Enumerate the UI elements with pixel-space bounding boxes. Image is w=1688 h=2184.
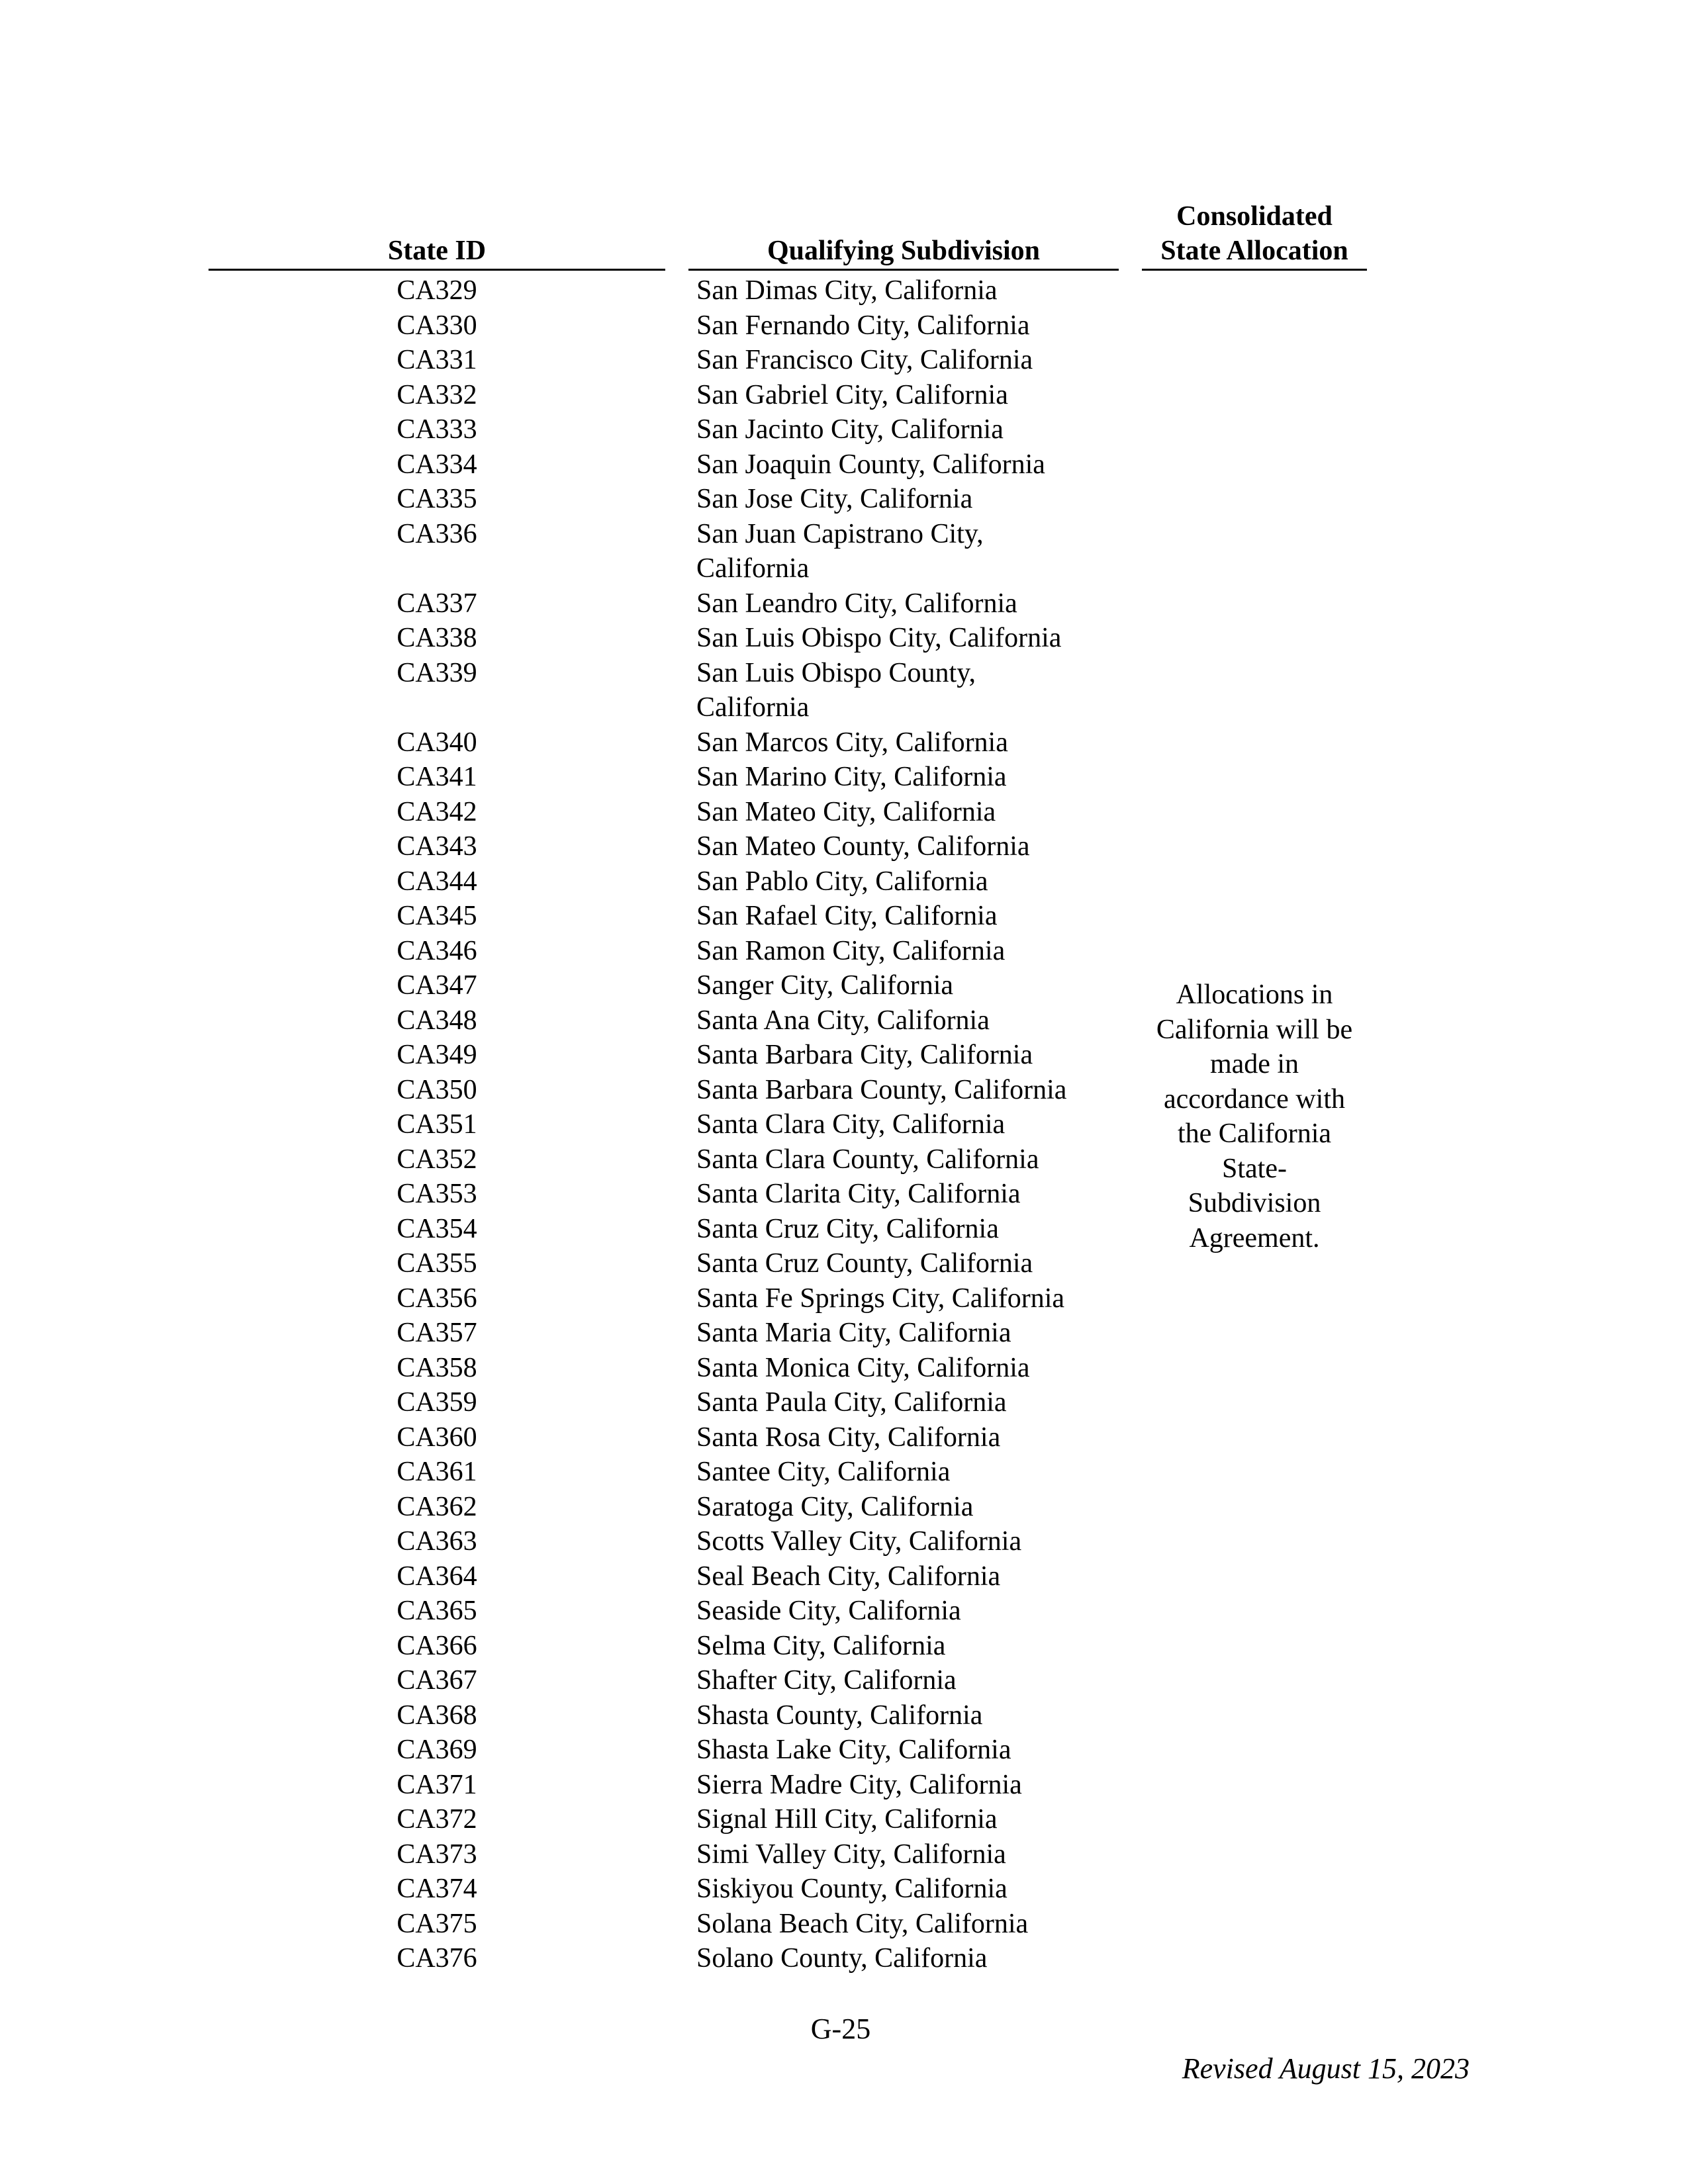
- allocation-note-line: California will be: [1156, 1014, 1353, 1045]
- subdivision-cell: [696, 621, 1120, 656]
- subdivision-line: California: [696, 692, 810, 723]
- subdivision-cell: [696, 273, 1120, 308]
- subdivision-line: Siskiyou County, California: [696, 1874, 1008, 1904]
- table-row: [0, 273, 1139, 308]
- state-id-cell: CA353: [397, 1179, 477, 1209]
- subdivision-cell: [696, 1802, 1120, 1837]
- header-consolidated-line1: Consolidated: [1176, 201, 1333, 232]
- table-row: [0, 517, 1139, 586]
- state-id-cell: CA368: [397, 1700, 477, 1731]
- subdivision-cell: [696, 1663, 1120, 1698]
- subdivision-cell: [696, 829, 1120, 864]
- subdivision-line: San Ramon City, California: [696, 935, 1006, 966]
- subdivision-line: Shasta Lake City, California: [696, 1735, 1011, 1765]
- subdivision-cell: [696, 1455, 1120, 1490]
- subdivision-line: Santa Clara County, California: [696, 1144, 1039, 1175]
- subdivision-line: Solana Beach City, California: [696, 1908, 1029, 1939]
- state-id-cell: CA337: [397, 588, 477, 619]
- state-id-cell: CA334: [397, 449, 477, 480]
- table-row: [0, 1246, 1139, 1281]
- state-id-cell: CA363: [397, 1526, 477, 1557]
- state-id-cell: CA341: [397, 762, 477, 792]
- allocation-note: [1142, 978, 1367, 1255]
- subdivision-line: San Marino City, California: [696, 762, 1007, 792]
- table-row: [0, 760, 1139, 795]
- state-id-cell: CA345: [397, 901, 477, 931]
- subdivision-line: Santa Fe Springs City, California: [696, 1283, 1065, 1314]
- state-id-cell: CA332: [397, 379, 477, 410]
- subdivision-line: San Mateo City, California: [696, 796, 996, 827]
- subdivision-line: Santa Barbara City, California: [696, 1040, 1033, 1070]
- subdivision-cell: [696, 1490, 1120, 1525]
- subdivision-line: Seal Beach City, California: [696, 1561, 1001, 1592]
- subdivision-line: San Luis Obispo County,: [696, 657, 976, 688]
- state-id-cell: CA358: [397, 1352, 477, 1383]
- subdivision-cell: [696, 517, 1120, 586]
- subdivision-cell: [696, 447, 1120, 482]
- allocation-note-line: made in: [1209, 1049, 1299, 1079]
- page-number: G-25: [810, 2013, 871, 2045]
- subdivision-cell: [696, 934, 1120, 969]
- subdivision-cell: [696, 1281, 1120, 1316]
- subdivision-cell: [696, 1524, 1120, 1559]
- table-row: [0, 1281, 1139, 1316]
- state-id-cell: CA336: [397, 518, 477, 549]
- allocation-note-line: the California: [1177, 1118, 1332, 1149]
- table-row: [0, 1316, 1139, 1351]
- table-row: [0, 1003, 1139, 1038]
- table-row: [0, 1907, 1139, 1942]
- state-id-cell: CA359: [397, 1387, 477, 1418]
- table-row: [0, 1733, 1139, 1768]
- subdivision-line: San Rafael City, California: [696, 901, 998, 931]
- table-row: [0, 1698, 1139, 1733]
- table-row: [0, 1594, 1139, 1629]
- subdivision-line: Santa Maria City, California: [696, 1318, 1011, 1348]
- subdivision-cell: [696, 1212, 1120, 1247]
- table-row: [0, 864, 1139, 899]
- table-row: [0, 829, 1139, 864]
- header-rule-state-id: [209, 269, 665, 271]
- table-row: [0, 934, 1139, 969]
- table-row: [0, 1038, 1139, 1073]
- state-id-cell: CA374: [397, 1874, 477, 1904]
- table-row: [0, 378, 1139, 413]
- subdivision-cell: [696, 1629, 1120, 1664]
- table-row: [0, 482, 1139, 517]
- subdivision-cell: [696, 1246, 1120, 1281]
- state-id-cell: CA354: [397, 1213, 477, 1244]
- subdivision-cell: [696, 586, 1120, 621]
- subdivision-cell: [696, 1073, 1120, 1108]
- subdivision-line: Solano County, California: [696, 1943, 988, 1974]
- allocation-note-line: accordance with: [1163, 1083, 1345, 1115]
- table-row: [0, 343, 1139, 378]
- table-row: [0, 1420, 1139, 1455]
- subdivision-line: San Marcos City, California: [696, 727, 1008, 758]
- table-row: [0, 1941, 1139, 1976]
- state-id-cell: CA376: [397, 1943, 477, 1974]
- state-id-cell: CA342: [397, 796, 477, 827]
- subdivision-cell: [696, 1941, 1120, 1976]
- subdivision-line: Santa Cruz County, California: [696, 1248, 1033, 1279]
- table-row: [0, 1490, 1139, 1525]
- header-consolidated-line2: State Allocation: [1160, 236, 1348, 266]
- subdivision-line: San Luis Obispo City, California: [696, 623, 1062, 653]
- state-id-cell: CA367: [397, 1665, 477, 1696]
- subdivision-line: San Dimas City, California: [696, 275, 998, 306]
- state-id-cell: CA329: [397, 275, 477, 306]
- subdivision-cell: [696, 1837, 1120, 1872]
- table-row: [0, 1385, 1139, 1420]
- state-id-cell: CA371: [397, 1769, 477, 1800]
- subdivision-cell: [696, 308, 1120, 343]
- subdivision-cell: [696, 725, 1120, 760]
- subdivision-line: Santa Rosa City, California: [696, 1422, 1001, 1453]
- table-row: [0, 795, 1139, 830]
- subdivision-cell: [696, 1768, 1120, 1803]
- subdivision-cell: [696, 1351, 1120, 1386]
- subdivision-line: Santee City, California: [696, 1457, 951, 1487]
- subdivision-cell: [696, 1003, 1120, 1038]
- subdivision-cell: [696, 1385, 1120, 1420]
- subdivision-cell: [696, 1177, 1120, 1212]
- allocation-note-line: Subdivision: [1188, 1188, 1321, 1218]
- subdivision-cell: [696, 899, 1120, 934]
- subdivision-cell: [696, 795, 1120, 830]
- state-id-cell: CA330: [397, 310, 477, 341]
- state-id-cell: CA365: [397, 1596, 477, 1626]
- subdivision-line: San Leandro City, California: [696, 588, 1017, 619]
- table-row: [0, 1524, 1139, 1559]
- revised-date: Revised August 15, 2023: [1182, 2052, 1470, 2085]
- subdivision-line: California: [696, 553, 810, 584]
- table-row: [0, 1177, 1139, 1212]
- state-id-cell: CA366: [397, 1630, 477, 1661]
- table-row: [0, 447, 1139, 482]
- table-row: [0, 1107, 1139, 1142]
- subdivision-line: Shasta County, California: [696, 1700, 983, 1731]
- subdivision-line: San Gabriel City, California: [696, 379, 1008, 410]
- subdivision-line: Santa Cruz City, California: [696, 1213, 999, 1244]
- subdivision-cell: [696, 1420, 1120, 1455]
- state-id-cell: CA338: [397, 623, 477, 653]
- table-row: [0, 308, 1139, 343]
- subdivision-line: Santa Ana City, California: [696, 1005, 990, 1036]
- subdivision-cell: [696, 1907, 1120, 1942]
- table-row: [0, 968, 1139, 1003]
- subdivision-line: Shafter City, California: [696, 1665, 957, 1696]
- subdivision-line: Santa Clara City, California: [696, 1109, 1006, 1140]
- subdivision-cell: [696, 1698, 1120, 1733]
- state-id-cell: CA331: [397, 345, 477, 375]
- state-id-cell: CA348: [397, 1005, 477, 1036]
- header-rule-qualifying-subdivision: [688, 269, 1119, 271]
- state-id-cell: CA372: [397, 1804, 477, 1835]
- subdivision-cell: [696, 864, 1120, 899]
- state-id-cell: CA351: [397, 1109, 477, 1140]
- subdivision-cell: [696, 378, 1120, 413]
- table-row: [0, 1768, 1139, 1803]
- table-row: [0, 899, 1139, 934]
- subdivision-line: Simi Valley City, California: [696, 1839, 1006, 1870]
- subdivision-line: San Juan Capistrano City,: [696, 518, 984, 549]
- header-consolidated-state-allocation: [1142, 199, 1367, 268]
- state-id-cell: CA361: [397, 1457, 477, 1487]
- state-id-cell: CA362: [397, 1491, 477, 1522]
- subdivision-cell: [696, 1872, 1120, 1907]
- subdivision-cell: [696, 1559, 1120, 1594]
- subdivision-line: San Joaquin County, California: [696, 449, 1045, 480]
- subdivision-line: San Fernando City, California: [696, 310, 1030, 341]
- subdivision-line: Seaside City, California: [696, 1596, 961, 1626]
- table-row: [0, 725, 1139, 760]
- subdivision-line: San Francisco City, California: [696, 345, 1033, 375]
- table-row: [0, 1872, 1139, 1907]
- state-id-cell: CA349: [397, 1040, 477, 1070]
- table-row: [0, 1663, 1139, 1698]
- subdivision-line: Santa Barbara County, California: [696, 1074, 1067, 1105]
- state-id-cell: CA357: [397, 1318, 477, 1348]
- subdivision-line: San Mateo County, California: [696, 831, 1030, 862]
- subdivision-line: Saratoga City, California: [696, 1491, 974, 1522]
- subdivision-line: Santa Clarita City, California: [696, 1179, 1021, 1209]
- subdivision-cell: [696, 656, 1120, 725]
- state-id-cell: CA356: [397, 1283, 477, 1314]
- table-row: [0, 1455, 1139, 1490]
- subdivision-cell: [696, 968, 1120, 1003]
- table-row: [0, 1351, 1139, 1386]
- allocation-note-line: Allocations in: [1176, 979, 1333, 1010]
- subdivision-cell: [696, 760, 1120, 795]
- state-id-cell: CA333: [397, 414, 477, 445]
- state-id-cell: CA346: [397, 935, 477, 966]
- state-id-cell: CA343: [397, 831, 477, 862]
- subdivision-cell: [696, 1142, 1120, 1177]
- subdivision-cell: [696, 1038, 1120, 1073]
- state-id-cell: CA373: [397, 1839, 477, 1870]
- state-id-cell: CA369: [397, 1735, 477, 1765]
- table-row: [0, 1629, 1139, 1664]
- header-rule-consolidated: [1142, 269, 1367, 271]
- subdivision-line: Santa Paula City, California: [696, 1387, 1007, 1418]
- header-qualifying-subdivision: Qualifying Subdivision: [767, 236, 1041, 266]
- state-id-cell: CA347: [397, 970, 477, 1001]
- subdivision-line: San Jacinto City, California: [696, 414, 1004, 445]
- table-row: [0, 586, 1139, 621]
- state-id-cell: CA344: [397, 866, 477, 897]
- subdivision-cell: [696, 1316, 1120, 1351]
- subdivision-cell: [696, 343, 1120, 378]
- subdivision-line: Sierra Madre City, California: [696, 1769, 1022, 1800]
- subdivision-line: Santa Monica City, California: [696, 1352, 1030, 1383]
- subdivision-cell: [696, 1594, 1120, 1629]
- table-row: [0, 1142, 1139, 1177]
- state-id-cell: CA375: [397, 1908, 477, 1939]
- subdivision-line: Selma City, California: [696, 1630, 946, 1661]
- table-row: [0, 1073, 1139, 1108]
- subdivision-line: San Jose City, California: [696, 484, 973, 514]
- table-row: [0, 1212, 1139, 1247]
- subdivision-line: Sanger City, California: [696, 970, 954, 1001]
- allocation-note-line: Agreement.: [1189, 1222, 1320, 1253]
- state-id-cell: CA339: [397, 657, 477, 688]
- subdivision-table: [0, 273, 1139, 1976]
- table-row: [0, 412, 1139, 447]
- table-row: [0, 1837, 1139, 1872]
- state-id-cell: CA350: [397, 1074, 477, 1105]
- subdivision-cell: [696, 412, 1120, 447]
- subdivision-cell: [696, 1107, 1120, 1142]
- subdivision-line: Scotts Valley City, California: [696, 1526, 1022, 1557]
- table-row: [0, 1802, 1139, 1837]
- subdivision-cell: [696, 1733, 1120, 1768]
- state-id-cell: CA360: [397, 1422, 477, 1453]
- subdivision-line: San Pablo City, California: [696, 866, 988, 897]
- header-state-id: State ID: [387, 236, 487, 266]
- state-id-cell: CA335: [397, 484, 477, 514]
- allocation-note-line: State-: [1222, 1153, 1287, 1184]
- table-row: [0, 656, 1139, 725]
- subdivision-line: Signal Hill City, California: [696, 1804, 998, 1835]
- state-id-cell: CA355: [397, 1248, 477, 1279]
- state-id-cell: CA352: [397, 1144, 477, 1175]
- state-id-cell: CA364: [397, 1561, 477, 1592]
- table-row: [0, 621, 1139, 656]
- state-id-cell: CA340: [397, 727, 477, 758]
- table-row: [0, 1559, 1139, 1594]
- subdivision-cell: [696, 482, 1120, 517]
